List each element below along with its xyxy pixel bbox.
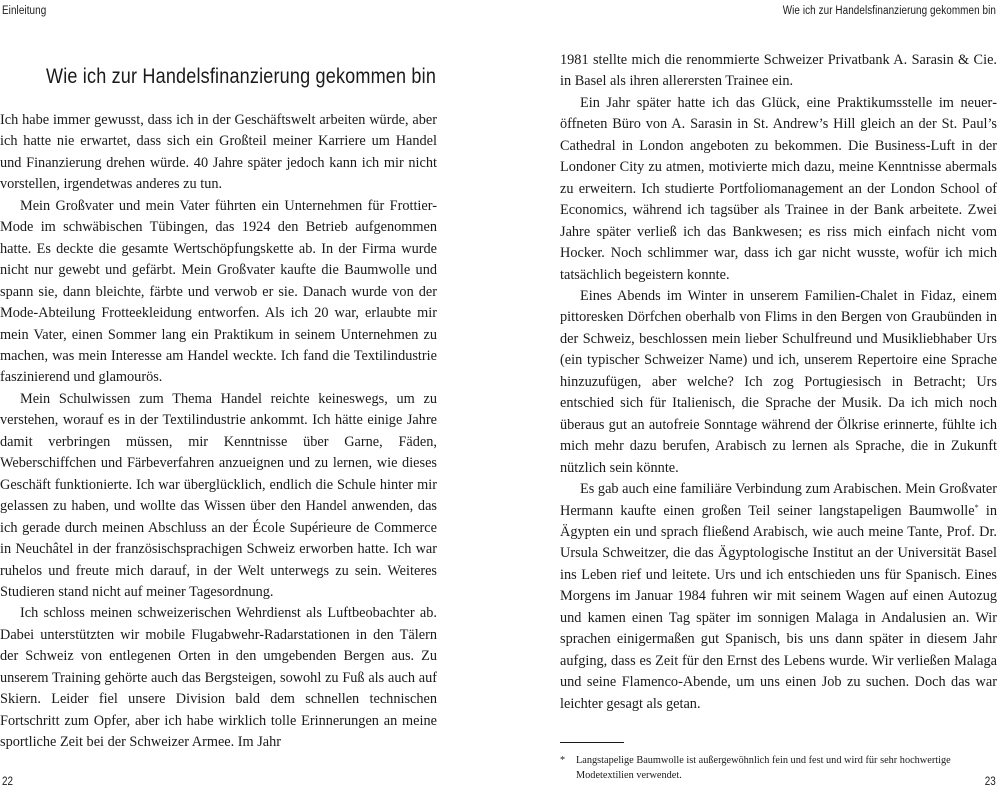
paragraph: Ich schloss meinen schweizerischen Wehrdienst als Luftbeobachter ab. Dabei unterstützten wir mobile Flugabwehr-Radarstationen in den Tälern der Schweiz von entlegenen Orten in den umgebenden Bergen aus. Zu unserem Training gehörte auch das Bergsteigen, sowohl zu Fuß als auch auf Skiern. Leider fiel unsere Division bald dem schnellen technischen Fortschritt zum Opfer, aber ich habe wirklich tolle Erinnerungen an meine sportliche Zeit bei der Schweizer Armee. Im Jahr	[0, 605, 437, 751]
right-page-body	[560, 50, 997, 715]
paragraph: Mein Großvater und mein Vater führten ein Unternehmen für Frottier-Mode im schwäbischen Tübingen, das 1924 den Betrieb aufgenommen hatte. Es deckte die gesamte Wertschöpfungskette ab. In der Firma wurde nicht nur gewebt und gefärbt. Mein Großvater kaufte die Baumwolle und spann sie, dann bleichte, färbte und verwob er sie. Danach wurde von der Mode-Abteilung Frotteekleidung entworfen. Als ich 20 war, erlaubte mir mein Vater, einen Sommer lang ein Praktikum in seinem Unternehmen zu machen, was mein Interesse am Handel weckte. Ich fand die Textilindustrie faszinierend und glamourös.	[0, 197, 437, 386]
chapter-title: Wie ich zur Handelsfinanzierung gekommen bin	[46, 65, 437, 88]
paragraph: Mein Schulwissen zum Thema Handel reichte keineswegs, um zu verstehen, worauf es in der Textilindustrie ankommt. Ich hätte einige Jahre damit verbringen müssen, mir Kenntnisse über Garne, Fäden, Weberschiffchen und Färbeverfahren anzueignen und zu lernen, wie dieses Geschäft funktionierte. Ich war überglücklich, endlich die Schule hinter mir gelassen zu haben, und wollte das Wissen über den Handel anwenden, das ich gerade durch meinen Abschluss an der École Supérieure de Commerce in Neuchâtel in der französischsprachigen Schweiz erworben hatte. Ich war ruhelos und freute mich darauf, in der Welt unterwegs zu sein. Weiteres Studieren stand nicht auf meiner Tagesordnung.	[0, 390, 437, 600]
paragraph: Ein Jahr später hatte ich das Glück, eine Praktikumsstelle im neueröffneten Büro von A. Sarasin in St. Andrew’s Hill gleich an der St. Paul’s Cathedral in London angeboten zu bekommen. Die Business-Luft in der Londoner City zu atmen, motivierte mich dazu, meine Kenntnisse abermals zu erweitern. Ich studierte Portfoliomanagement an der London School of Economics, während ich tagsüber als Trainee in der Bank arbeitete. Zwei Jahre später verließ ich das Bankwesen; es riss mich einfach nicht vom Hocker. Noch schlimmer war, dass ich gar nicht wusste, wofür ich mich tatsächlich begeistern konnte.	[560, 94, 997, 283]
running-head-right: Wie ich zur Handelsfinanzierung gekommen bin	[782, 5, 996, 17]
footnote-divider	[560, 742, 624, 743]
paragraph	[560, 479, 997, 715]
paragraph: 1981 stellte mich die renommierte Schweizer Privatbank A. Sarasin & Cie. in Basel als ihren allerersten Trainee ein.	[560, 52, 997, 90]
page-number-left: 22	[2, 776, 14, 788]
footnote-marker: *	[560, 755, 566, 766]
left-page-body	[0, 110, 437, 754]
paragraph: Ich habe immer gewusst, dass ich in der Geschäftswelt arbeiten würde, aber ich hatte nie erwartet, dass sich ein Großteil meiner Karriere um Handel und Finanzierung drehen würde. 40 Jahre später jedoch kann ich mir nicht vorstellen, irgendetwas anderes zu tun.	[0, 112, 437, 193]
paragraph: Eines Abends im Winter in unserem Familien-Chalet in Fidaz, einem pittoresken Dörfchen oberhalb von Flims in den Bergen von Graubünden in der Schweiz, beschlossen mein lieber Schulfreund und Musikliebhaber Urs (ein typischer Schweizer Name) und ich, unserem Repertoire eine Sprache hinzuzufügen, aber welche? Ich zog Portugiesisch in Betracht; Urs entschied sich für Italienisch, die Sprache der Musik. Da ich mich noch überaus gut an autofreie Sonntage während der Ölkrise erinnerte, fühlte ich mich mehr dazu berufen, Arabisch zu lernen als Sprache, die in Zukunft nützlich sein könnte.	[560, 287, 997, 476]
footnote-text: Langstapelige Baumwolle ist außergewöhnlich fein und fest und wird für sehr hochwertige Modetextilien verwendet.	[576, 755, 951, 781]
paragraph-text: in Ägypten ein und sprach fließend Arabisch, wie auch meine Tante, Prof. Dr. Ursula Schweitzer, die das Ägyptologische Institut an der Universität Basel ins Leben rief und leitete. Urs und ich entschieden uns für Spanisch. Eines Morgens im Januar 1984 fuhren wir mit seinem Wagen auf einen Autozug und kamen einen Tag später im sonnigen Malaga in Andalusien an. Wir sprachen einigermaßen gut Spanisch, bis uns dann später in diesem Jahr aufging, dass es Zeit für den Ernst des Lebens wurde. Wir verließen Malaga und seine Flamenco-Abende, um uns einen Job zu suchen. Doch das war leichter gesagt als getan.	[560, 502, 997, 712]
footnote	[560, 753, 997, 783]
footnote-reference: *	[974, 502, 979, 512]
page-number-right: 23	[984, 776, 996, 788]
paragraph-text: Es gab auch eine familiäre Verbindung zum Arabischen. Mein Großvater Hermann kaufte einen großen Teil seiner langstapeligen Baumwolle	[560, 481, 997, 519]
running-head-left: Einleitung	[2, 5, 47, 17]
